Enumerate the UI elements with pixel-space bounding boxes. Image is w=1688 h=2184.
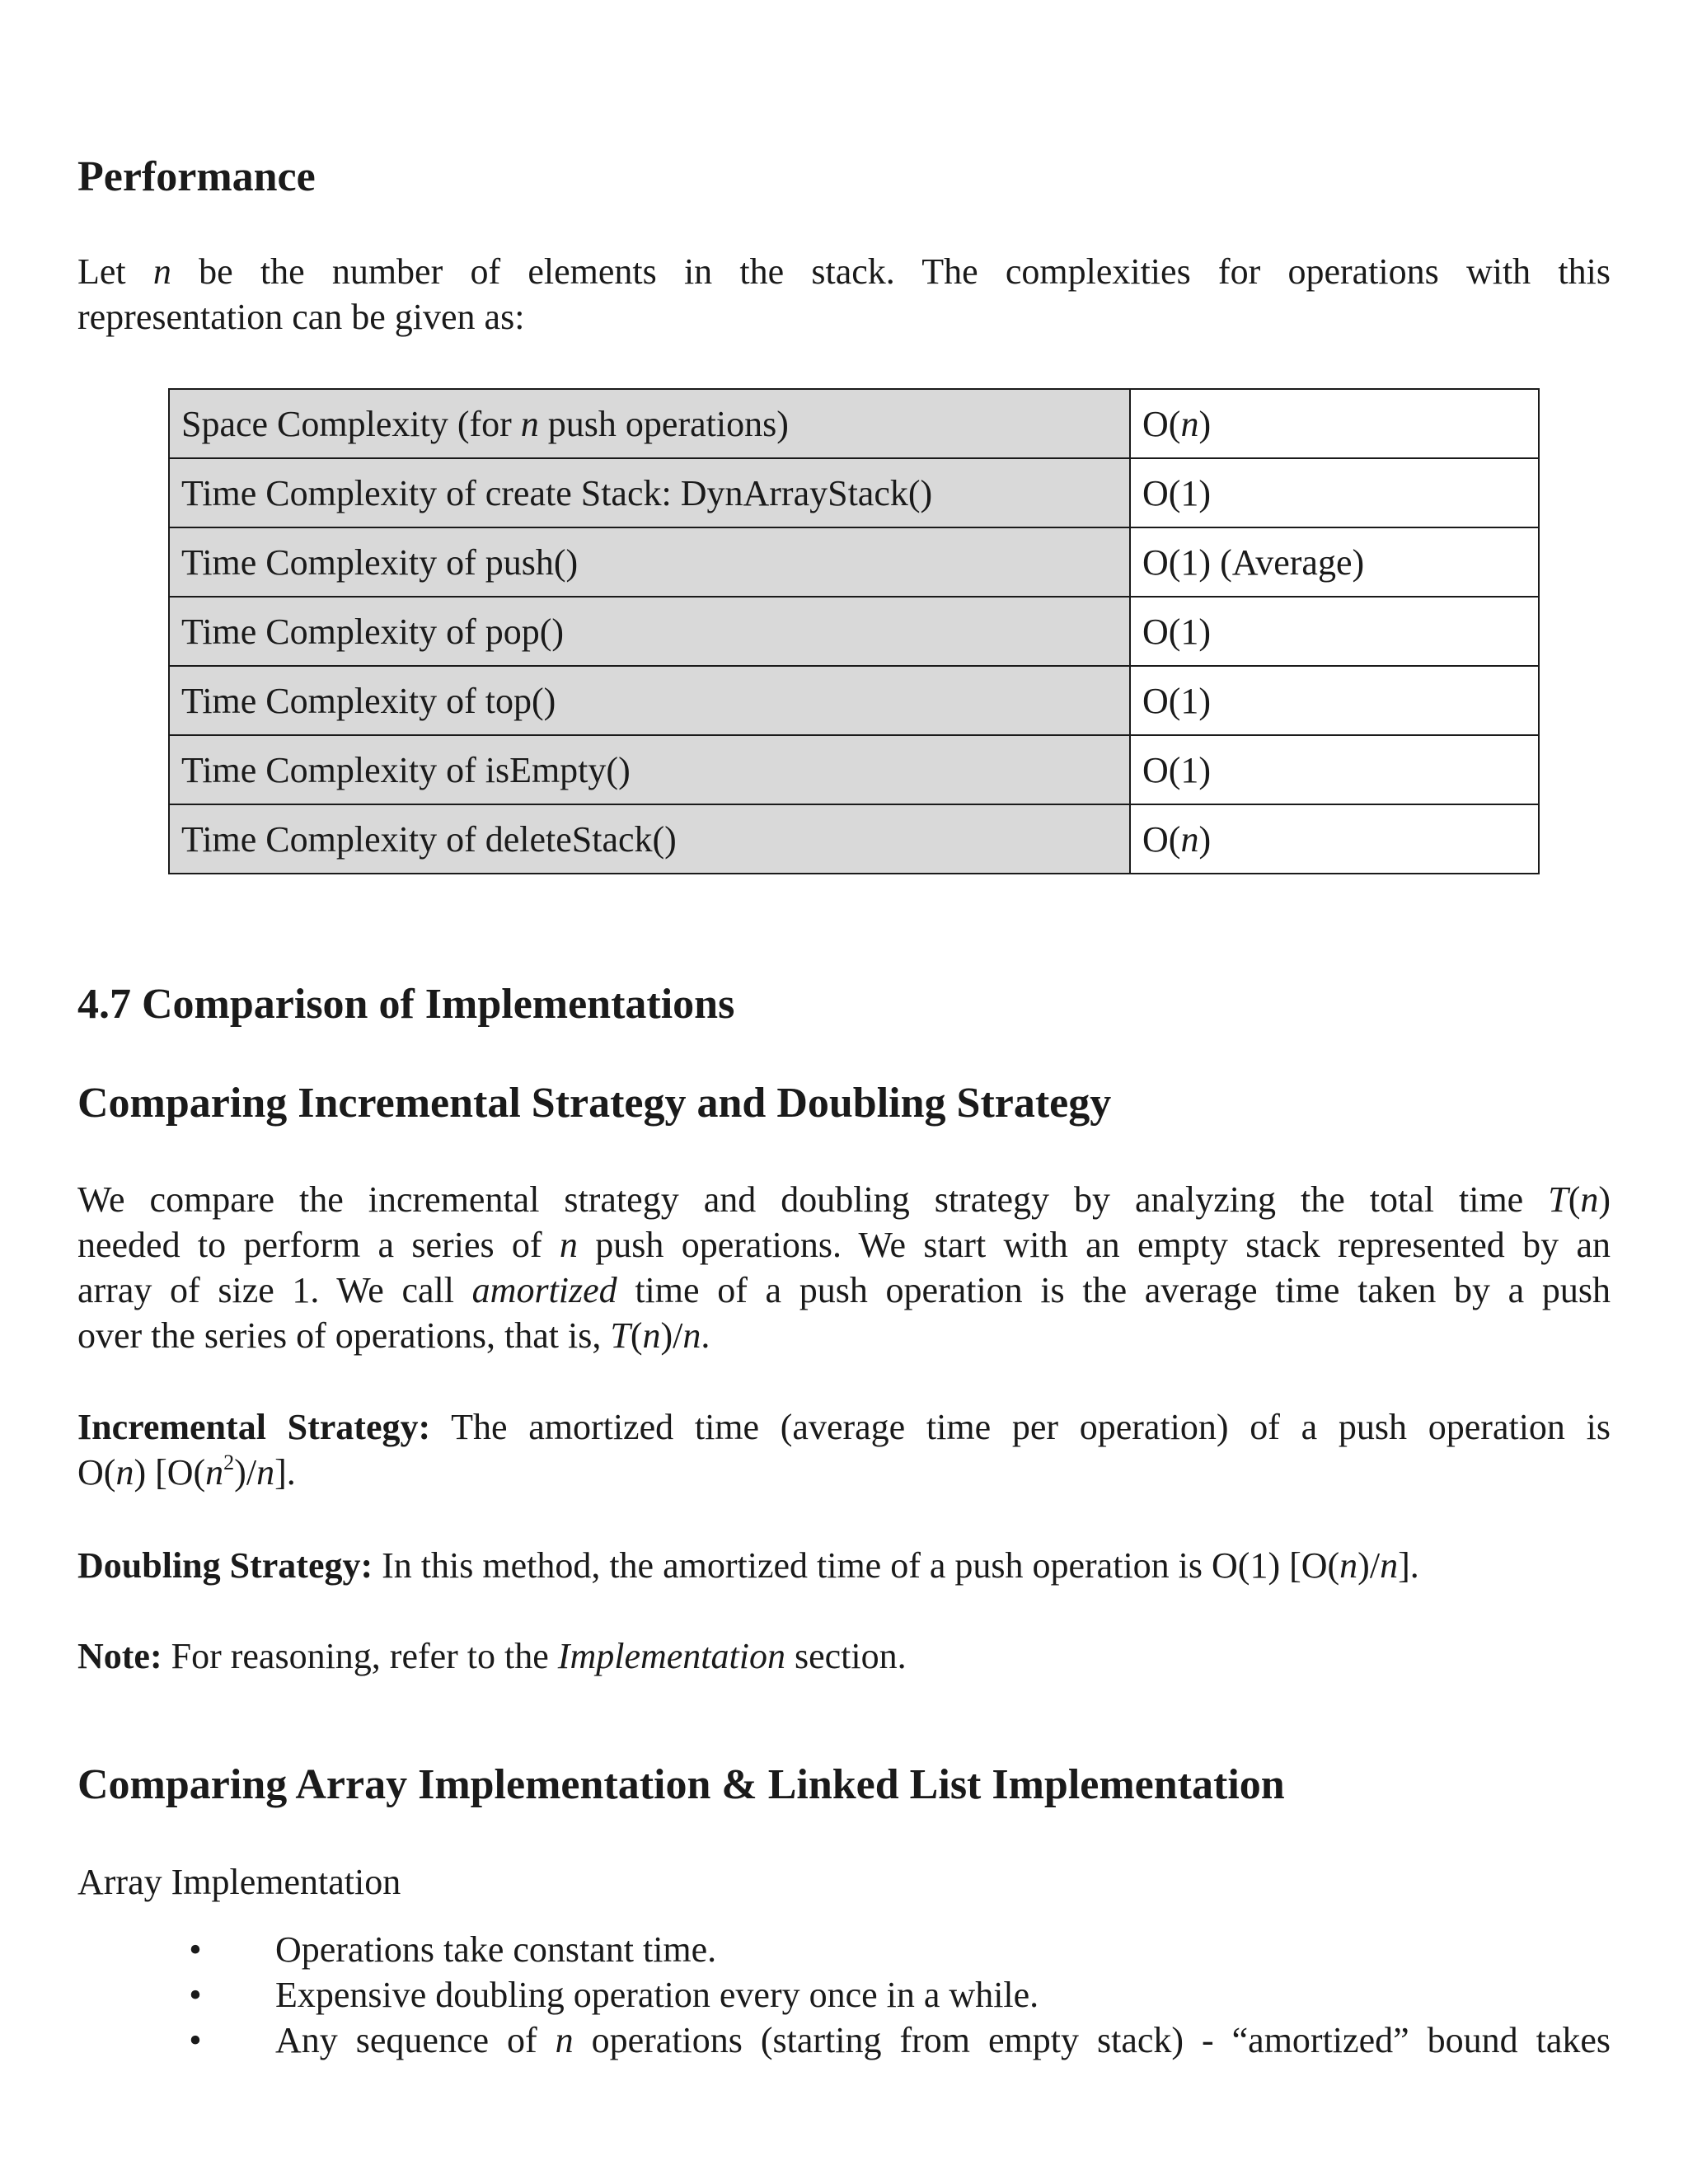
- text-run: Time Complexity of push(): [181, 541, 579, 583]
- italic-text: n: [115, 1452, 134, 1493]
- operation-cell: [169, 804, 1130, 874]
- text-line: [77, 249, 1611, 294]
- text-run: section.: [785, 1636, 907, 1676]
- list-item-text: [275, 1927, 716, 1972]
- text-run: ): [1198, 818, 1212, 860]
- text-run: )/: [660, 1315, 683, 1356]
- text-run: We compare the incremental strategy and doubling strategy by analyzing the total time: [77, 1179, 1549, 1220]
- table-row: [169, 735, 1539, 804]
- italic-text: n: [256, 1452, 275, 1493]
- text-run: ): [1598, 1179, 1611, 1220]
- text-run: Time Complexity of create Stack: DynArrayStack(): [181, 472, 933, 513]
- italic-text: T: [1548, 1179, 1568, 1220]
- table-row: [169, 389, 1539, 458]
- italic-text: n: [642, 1315, 661, 1356]
- italic-text: n: [555, 2020, 574, 2060]
- text-run: In this method, the amortized time of a push operation is O(1) [O(: [373, 1545, 1340, 1586]
- list-item-text: [275, 2018, 1611, 2063]
- text-run: Time Complexity of pop(): [181, 611, 565, 652]
- bullet-icon: •: [189, 1929, 202, 1970]
- complexity-cell: [1130, 389, 1539, 458]
- text-run: O(1): [1142, 680, 1212, 721]
- italic-text: n: [1380, 1545, 1399, 1586]
- doubling-strategy-paragraph: [77, 1543, 1611, 1588]
- complexity-cell: [1130, 735, 1539, 804]
- italic-text: n: [152, 251, 171, 292]
- text-run: be the number of elements in the stack. The complexities for operations with this: [171, 251, 1611, 292]
- text-run: O(1): [1142, 749, 1212, 790]
- table-row: [169, 666, 1539, 735]
- text-run: Expensive doubling operation every once in a while.: [275, 1975, 1039, 2015]
- text-line: [77, 1404, 1611, 1450]
- complexity-cell: [1130, 597, 1539, 666]
- text-run: ) [O(: [134, 1452, 206, 1493]
- text-run: (: [630, 1315, 643, 1356]
- text-run: push operations): [538, 403, 789, 444]
- incremental-strategy-paragraph: [77, 1404, 1611, 1495]
- text-run: push operations. We start with an empty stack represented by an: [577, 1225, 1611, 1265]
- italic-text: n: [520, 403, 539, 444]
- table-row: [169, 597, 1539, 666]
- text-run: O(1) (Average): [1142, 541, 1365, 583]
- bullet-icon: •: [189, 1975, 202, 2015]
- complexity-cell: [1130, 804, 1539, 874]
- operation-cell: [169, 666, 1130, 735]
- italic-text: T: [610, 1315, 631, 1356]
- table-row: [169, 458, 1539, 527]
- operation-cell: [169, 458, 1130, 527]
- text-run: Time Complexity of isEmpty(): [181, 749, 631, 790]
- operation-cell: [169, 527, 1130, 597]
- complexity-table: [168, 388, 1540, 874]
- complexity-cell: [1130, 666, 1539, 735]
- italic-text: n: [1580, 1179, 1599, 1220]
- operation-cell: [169, 389, 1130, 458]
- text-run: O(: [77, 1452, 116, 1493]
- text-run: For reasoning, refer to the: [162, 1636, 558, 1676]
- text-line: [77, 1633, 1611, 1679]
- bold-text: Note:: [77, 1636, 162, 1676]
- strategies-paragraph: [77, 1177, 1611, 1358]
- text-run: Let: [77, 251, 153, 292]
- text-run: representation can be given as:: [77, 297, 525, 337]
- array-implementation-subheading: Array Implementation: [77, 1862, 401, 1902]
- table-row: [169, 804, 1539, 874]
- text-run: over the series of operations, that is,: [77, 1315, 611, 1356]
- text-run: ].: [274, 1452, 296, 1493]
- italic-text: n: [559, 1225, 578, 1265]
- italic-text: n: [1339, 1545, 1358, 1586]
- text-run: O(: [1142, 818, 1181, 860]
- italic-text: amortized: [471, 1270, 617, 1310]
- text-line: [77, 1222, 1611, 1268]
- text-line: [77, 294, 1611, 340]
- text-run: operations (starting from empty stack) - “amortized” bound takes: [573, 2020, 1611, 2060]
- italic-text: n: [1180, 403, 1199, 444]
- text-run: O(: [1142, 403, 1181, 444]
- text-run: Space Complexity (for: [181, 403, 521, 444]
- text-run: Time Complexity of top(): [181, 680, 556, 721]
- text-run: Operations take constant time.: [275, 1929, 717, 1970]
- text-line: [77, 1177, 1611, 1222]
- performance-heading: Performance: [77, 153, 316, 200]
- performance-intro: [77, 249, 1611, 340]
- text-line: [77, 1313, 1611, 1358]
- italic-text: n: [682, 1315, 701, 1356]
- list-item-text: [275, 1972, 1039, 2018]
- text-run: Time Complexity of deleteStack(): [181, 818, 677, 860]
- array-vs-list-heading: Comparing Array Implementation & Linked List Implementation: [77, 1761, 1285, 1808]
- note-paragraph: [77, 1633, 1611, 1679]
- text-run: ].: [1398, 1545, 1419, 1586]
- text-run: time of a push operation is the average time taken by a push: [617, 1270, 1611, 1310]
- text-run: array of size 1. We call: [77, 1270, 472, 1310]
- text-run: The amortized time (average time per operation) of a push operation is: [430, 1407, 1611, 1447]
- italic-text: n: [1180, 818, 1199, 860]
- table-row: [169, 527, 1539, 597]
- bold-text: Incremental Strategy:: [77, 1407, 431, 1447]
- text-run: needed to perform a series of: [77, 1225, 560, 1265]
- text-line: [77, 1543, 1611, 1588]
- text-line: [77, 1268, 1611, 1313]
- italic-text: n: [205, 1452, 224, 1493]
- text-run: )/: [1357, 1545, 1381, 1586]
- operation-cell: [169, 597, 1130, 666]
- text-run: O(1): [1142, 611, 1212, 652]
- text-run: )/: [234, 1452, 257, 1493]
- complexity-cell: [1130, 527, 1539, 597]
- complexity-cell: [1130, 458, 1539, 527]
- text-run: ): [1198, 403, 1212, 444]
- bold-text: Doubling Strategy:: [77, 1545, 373, 1586]
- text-line: [77, 1450, 1611, 1495]
- text-run: .: [701, 1315, 710, 1356]
- superscript-text: 2: [223, 1451, 235, 1474]
- text-run: Any sequence of: [275, 2020, 556, 2060]
- operation-cell: [169, 735, 1130, 804]
- italic-text: Implementation: [557, 1636, 785, 1676]
- section-heading: 4.7 Comparison of Implementations: [77, 981, 735, 1028]
- text-run: (: [1568, 1179, 1581, 1220]
- bullet-icon: •: [189, 2020, 202, 2060]
- text-run: O(1): [1142, 472, 1212, 513]
- strategies-heading: Comparing Incremental Strategy and Doubling Strategy: [77, 1080, 1112, 1127]
